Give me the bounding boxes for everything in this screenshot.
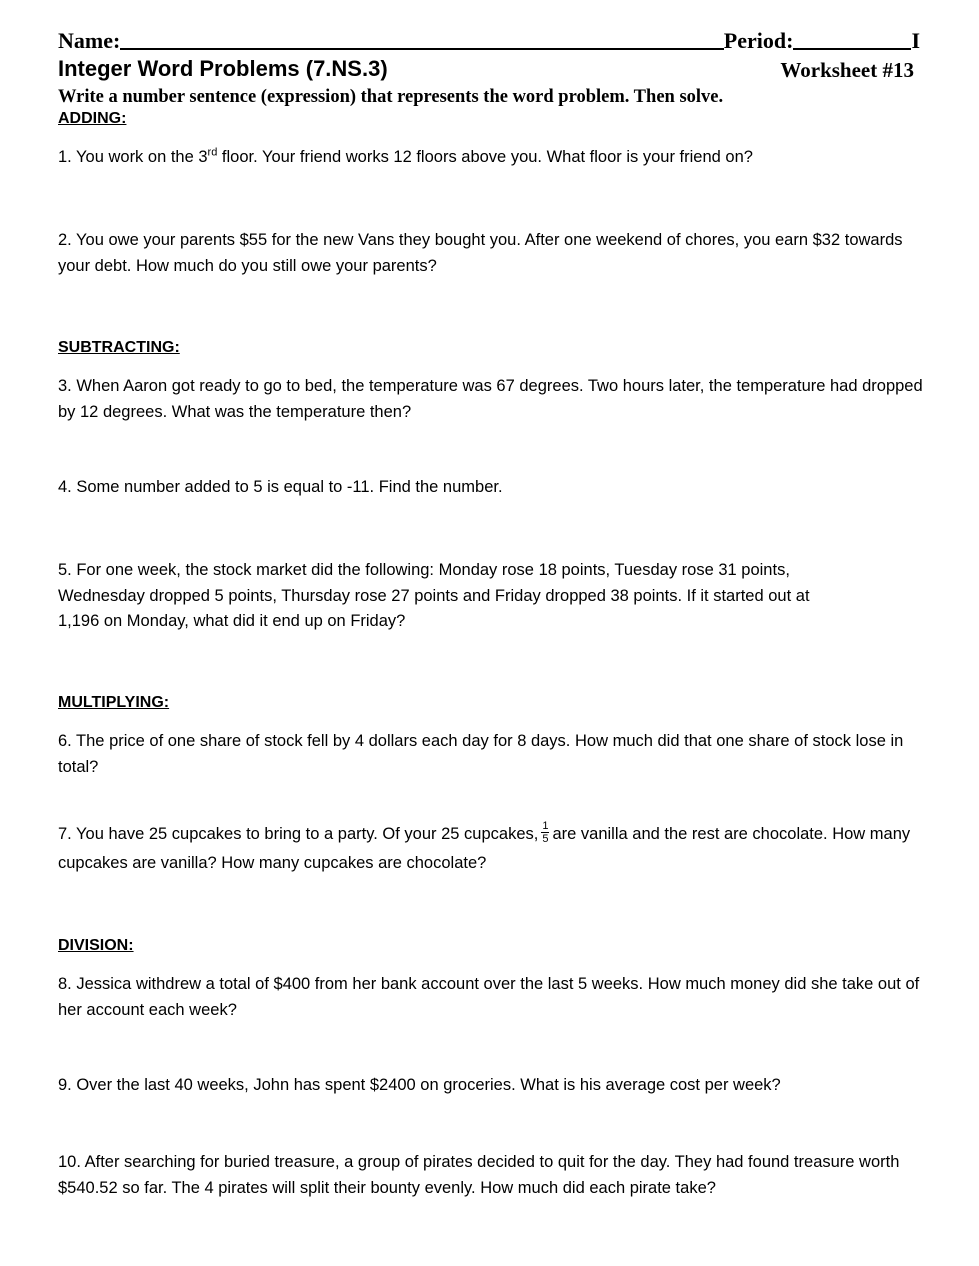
- problem-7: [58, 820, 928, 878]
- name-label: Name:: [58, 28, 121, 53]
- problem-3: 3. When Aaron got ready to go to bed, the temperature was 67 degrees. Two hours later, the temperature had dropped by 12 degrees. What was the temperature then?: [58, 377, 923, 421]
- section-heading-adding: ADDING:: [58, 110, 127, 127]
- name-blank-line: [120, 48, 723, 50]
- period-label: Period:: [723, 28, 794, 53]
- problem-7-text-end: are vanilla and the rest are chocolate. How many cupcakes are vanilla? How many cupcakes are chocolate?: [58, 825, 911, 872]
- problem-5-line-3: 1,196 on Monday, what did it end up on Friday?: [58, 612, 406, 630]
- problem-1-ordinal: rd: [207, 146, 218, 159]
- instructions: Write a number sentence (expression) that represents the word problem. Then solve.: [58, 87, 724, 107]
- name-period-row: [58, 24, 920, 54]
- problem-8: 8. Jessica withdrew a total of $400 from her bank account over the last 5 weeks. How much money did she take out of her account each week?: [58, 975, 920, 1019]
- problem-5-line-1: 5. For one week, the stock market did the following: Monday rose 18 points, Tuesday rose 31 points,: [58, 561, 790, 579]
- problem-7-text-start: 7. You have 25 cupcakes to bring to a party. Of your 25 cupcakes,: [58, 825, 539, 843]
- problem-10: 10. After searching for buried treasure, a group of pirates decided to quit for the day. They had found treasure worth $540.52 so far. The 4 pirates will split their bounty evenly. How much did each pirate take?: [58, 1153, 900, 1197]
- problem-9: 9. Over the last 40 weeks, John has spent $2400 on groceries. What is his average cost per week?: [58, 1076, 781, 1094]
- fraction-numerator: 1: [542, 820, 549, 833]
- problem-4: 4. Some number added to 5 is equal to -11. Find the number.: [58, 478, 503, 496]
- problem-1-text-end: floor. Your friend works 12 floors above you. What floor is your friend on?: [217, 148, 753, 166]
- problem-5: [58, 558, 928, 635]
- period-blank-line: [793, 48, 911, 50]
- worksheet-number: Worksheet #13: [780, 58, 914, 82]
- problem-1-text-start: 1. You work on the 3: [58, 148, 208, 166]
- problem-6: 6. The price of one share of stock fell by 4 dollars each day for 8 days. How much did that one share of stock lose in total?: [58, 732, 904, 776]
- section-heading-subtracting: SUBTRACTING:: [58, 339, 180, 356]
- problem-5-line-2: Wednesday dropped 5 points, Thursday rose 27 points and Friday dropped 38 points. If it started out at: [58, 586, 810, 605]
- title-row: [58, 56, 920, 84]
- section-heading-multiplying: MULTIPLYING:: [58, 694, 170, 711]
- trailing-mark: I: [911, 28, 920, 53]
- problem-2: 2. You owe your parents $55 for the new Vans they bought you. After one weekend of chores, you earn $32 towards your debt. How much do you still owe your parents?: [58, 231, 903, 275]
- one-fifth-fraction: [541, 820, 549, 845]
- section-heading-division: DIVISION:: [58, 937, 134, 954]
- problem-1: [58, 145, 928, 171]
- worksheet-title: Integer Word Problems (7.NS.3): [58, 56, 388, 81]
- fraction-denominator: 5: [542, 833, 549, 846]
